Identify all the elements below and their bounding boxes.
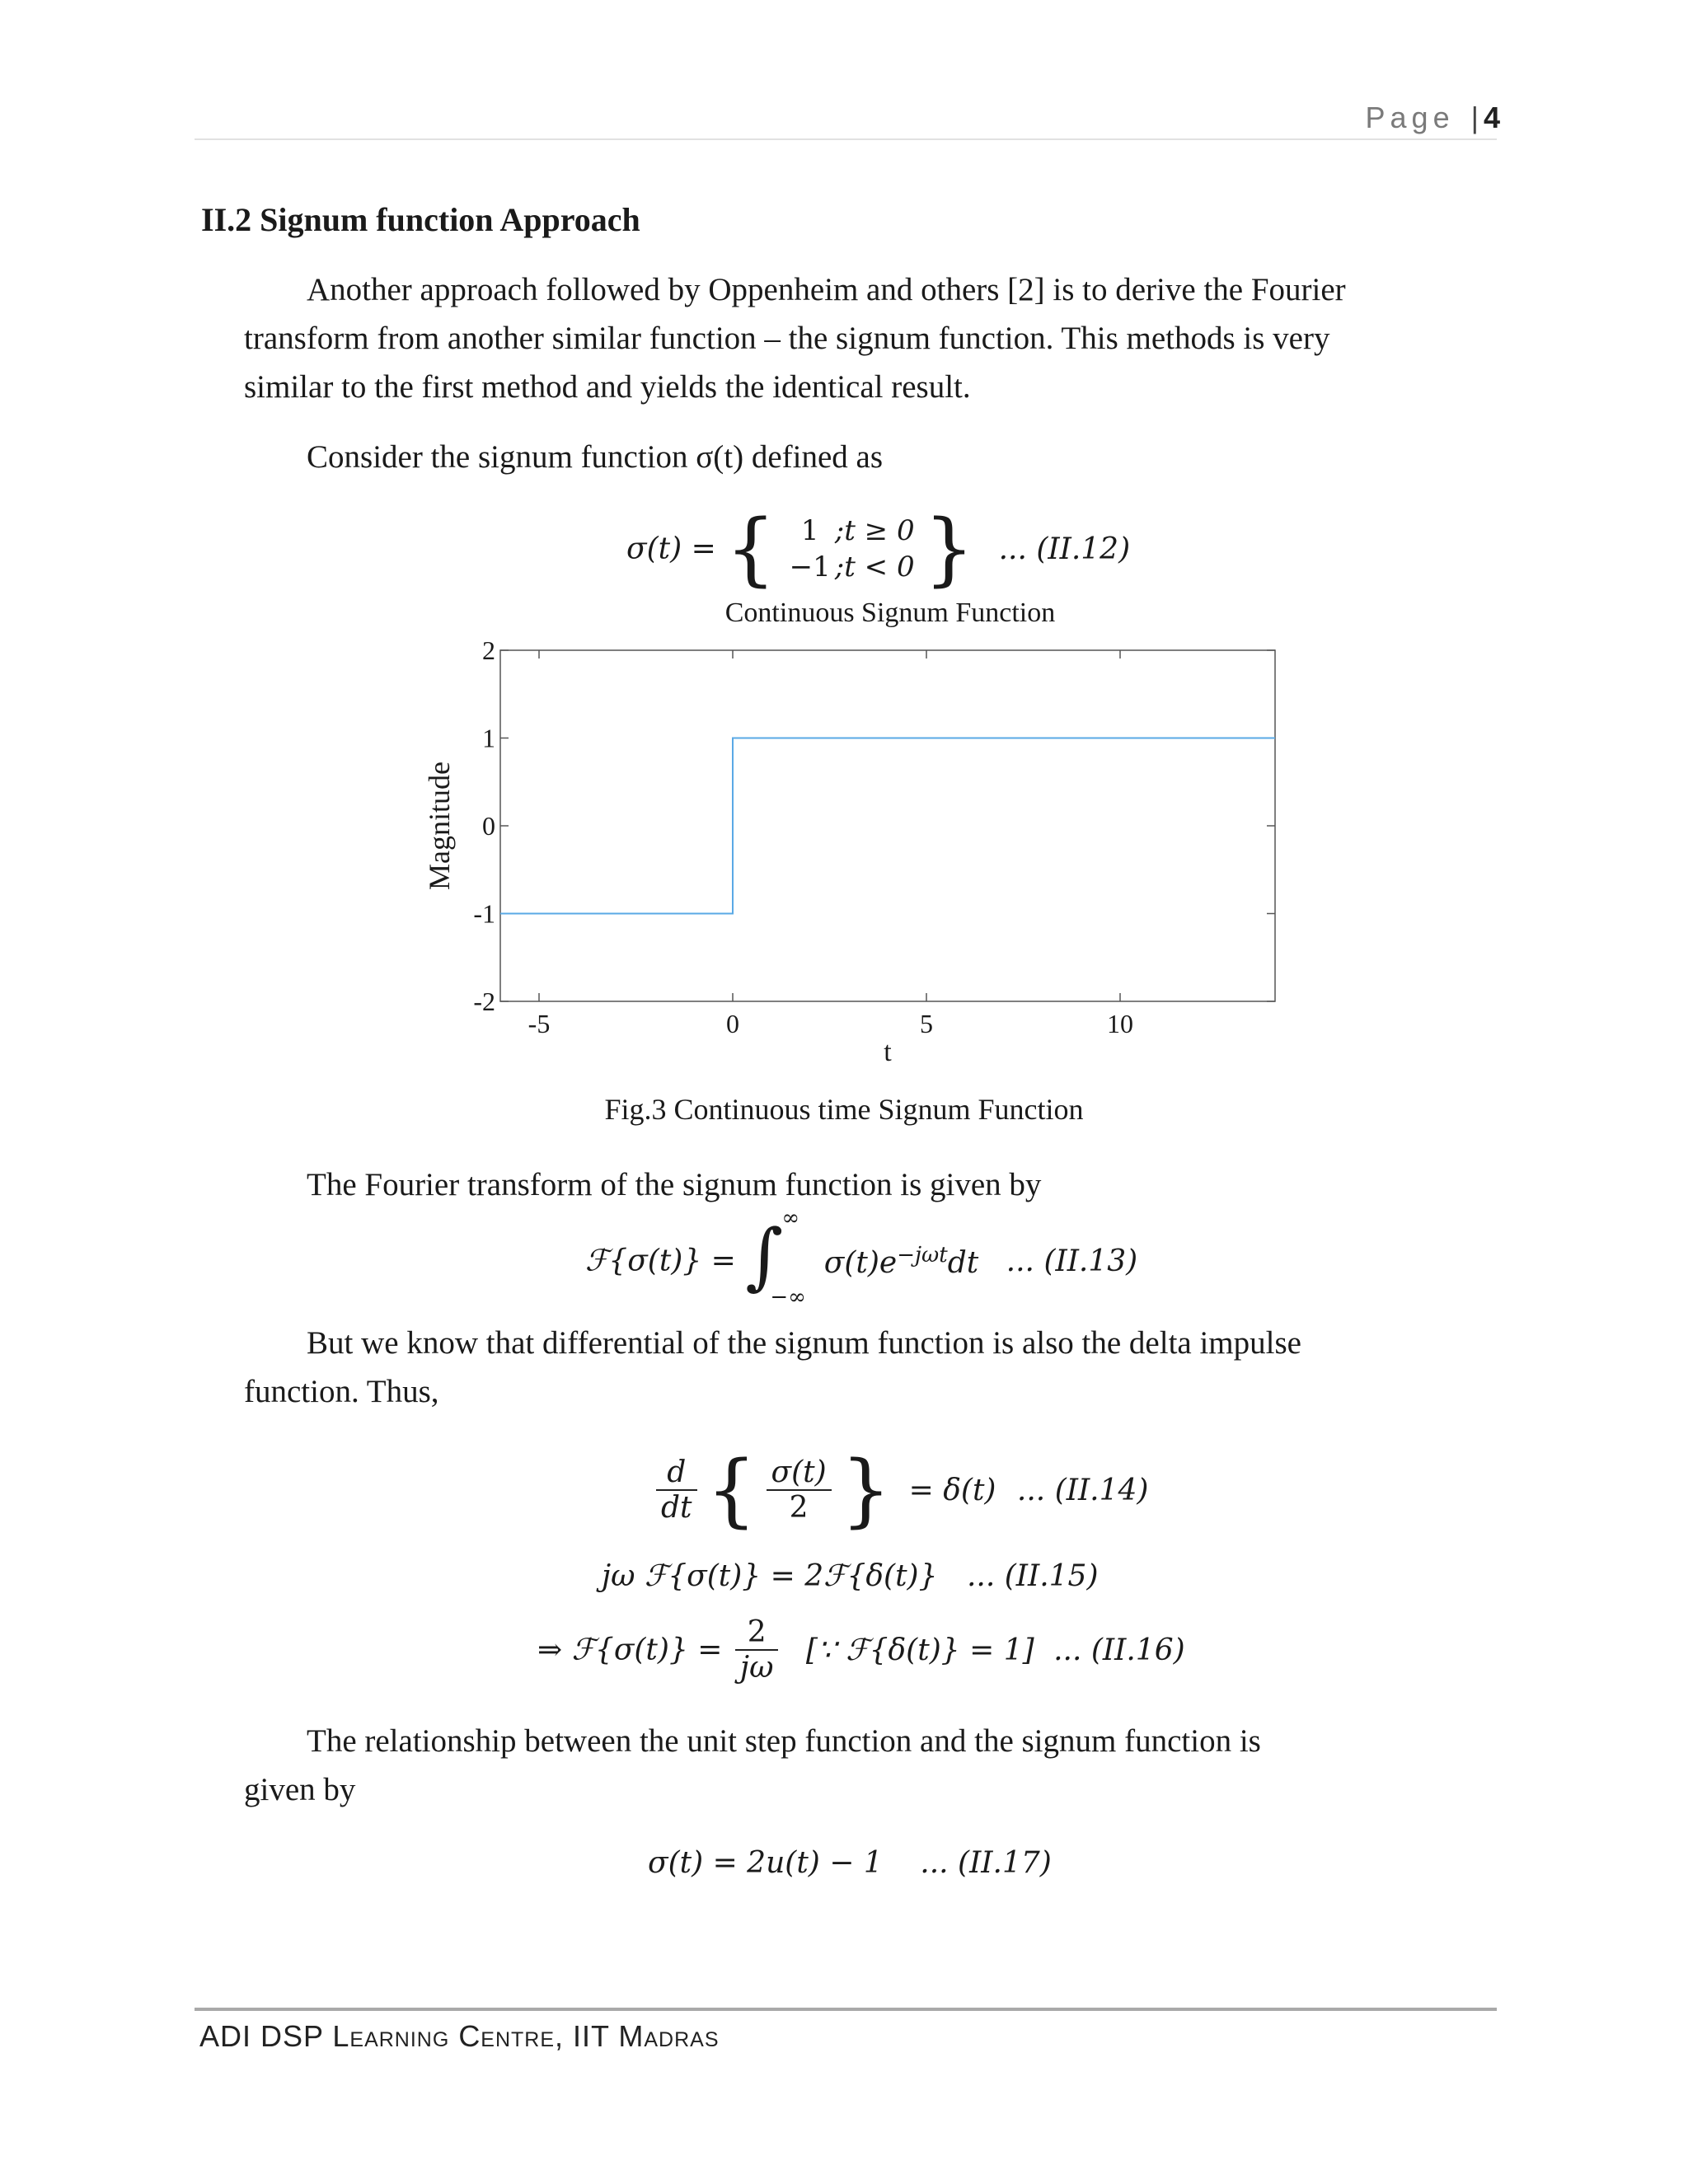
eq15-label: ... (II.15) xyxy=(966,1559,1099,1593)
eq13-dt: dt xyxy=(947,1245,979,1280)
eq15-body: jω ℱ{σ(t)} = 2ℱ{δ(t)} xyxy=(602,1559,938,1593)
y-tick-label: 0 xyxy=(482,811,495,841)
eq16-lhs: ⇒ ℱ{σ(t)} = xyxy=(537,1633,723,1667)
eq14-rhs: = δ(t) xyxy=(908,1473,996,1507)
series-group xyxy=(500,738,1275,914)
figure-caption: Fig.3 Continuous time Signum Function xyxy=(604,1093,1084,1126)
para4-line2: function. Thus, xyxy=(244,1374,439,1409)
eq12-open-brace: { xyxy=(725,503,776,595)
eq14-open-brace: { xyxy=(706,1444,757,1536)
equation-ii-14 xyxy=(656,1444,1148,1536)
para3: The Fourier transform of the signum function is given by xyxy=(307,1167,1042,1202)
equation-ii-16 xyxy=(537,1615,1185,1685)
equation-ii-13 xyxy=(585,1206,1138,1310)
signum-chart-svg xyxy=(412,593,1319,1088)
eq17-body: σ(t) = 2u(t) − 1 xyxy=(648,1846,883,1880)
para1-line2: transform from another similar function – the signum function. This methods is very xyxy=(244,321,1330,356)
para4-line1: But we know that differential of the signum function is also the delta impulse xyxy=(307,1325,1301,1361)
eq16-note: [∵ ℱ{δ(t)} = 1] xyxy=(805,1633,1034,1667)
eq17-label: ... (II.17) xyxy=(920,1846,1052,1880)
para1-line1: Another approach followed by Oppenheim and others [2] is to derive the Fourier xyxy=(307,272,1346,307)
footer-text: ADI DSP Learning Centre, IIT Madras xyxy=(199,2019,720,2053)
equation-ii-17 xyxy=(648,1846,1052,1880)
eq14-fraction: $\frac{\sigma(t)}{2}$ xyxy=(767,1455,832,1525)
page-label: Page xyxy=(1365,101,1455,134)
equation-ii-12 xyxy=(626,503,1130,595)
signum-series-line xyxy=(500,738,1275,914)
eq12-label: ... (II.12) xyxy=(998,532,1131,566)
eq14-derivative: $\frac{d}{dt}$ xyxy=(656,1455,697,1525)
x-axis-label: t xyxy=(884,1037,892,1067)
para1-line3: similar to the first method and yields the identical result. xyxy=(244,369,971,405)
eq13-integral xyxy=(745,1206,806,1310)
eq12-close-brace: } xyxy=(924,503,975,595)
x-tick-label: 0 xyxy=(726,1009,739,1038)
para2: Consider the signum function σ(t) defined as xyxy=(307,439,884,475)
integral-sign: ∫ xyxy=(745,1213,784,1298)
y-tick-label: -2 xyxy=(473,987,495,1016)
y-tick-label: 2 xyxy=(482,635,495,665)
y-axis-label: Magnitude xyxy=(423,762,456,890)
eq16-fraction: $\frac{2}{j\omega}$ xyxy=(735,1615,779,1685)
para5-line2: given by xyxy=(244,1772,356,1807)
plot-frame xyxy=(500,650,1275,1001)
eq13-integrand: σ(t)e xyxy=(823,1245,898,1280)
footer-rule xyxy=(195,2008,1497,2011)
eq13-lhs: ℱ{σ(t)} = xyxy=(585,1244,736,1278)
section-title: II.2 Signum function Approach xyxy=(201,201,640,238)
y-tick-label: 1 xyxy=(482,723,495,753)
eq12-cases: 1 ;t ≥ 0 −1 ;t < 0 xyxy=(789,514,915,583)
eq13-label: ... (II.13) xyxy=(1006,1244,1138,1278)
x-tick-label: 5 xyxy=(920,1009,933,1038)
x-tick-label: 10 xyxy=(1107,1009,1133,1038)
eq12-lhs: σ(t) = xyxy=(626,532,716,566)
header-rule xyxy=(195,138,1497,140)
signum-chart xyxy=(412,593,1319,1088)
y-ticks xyxy=(473,635,1275,1016)
integral-lower: −∞ xyxy=(770,1285,806,1310)
x-ticks xyxy=(528,650,1133,1038)
page-number-value: 4 xyxy=(1483,101,1500,134)
eq14-close-brace: } xyxy=(841,1444,892,1536)
y-tick-label: -1 xyxy=(473,898,495,929)
integral-upper: ∞ xyxy=(781,1206,799,1230)
eq14-label: ... (II.14) xyxy=(1016,1473,1149,1507)
page-number xyxy=(1366,101,1500,135)
x-tick-label: -5 xyxy=(528,1009,551,1038)
equation-ii-15 xyxy=(602,1559,1099,1593)
eq13-exponent: −jωt xyxy=(897,1242,948,1268)
chart-title: Continuous Signum Function xyxy=(724,598,1056,628)
page-separator: | xyxy=(1470,101,1479,134)
eq16-label: ... (II.16) xyxy=(1053,1633,1185,1667)
para5-line1: The relationship between the unit step function and the signum function is xyxy=(307,1723,1261,1759)
